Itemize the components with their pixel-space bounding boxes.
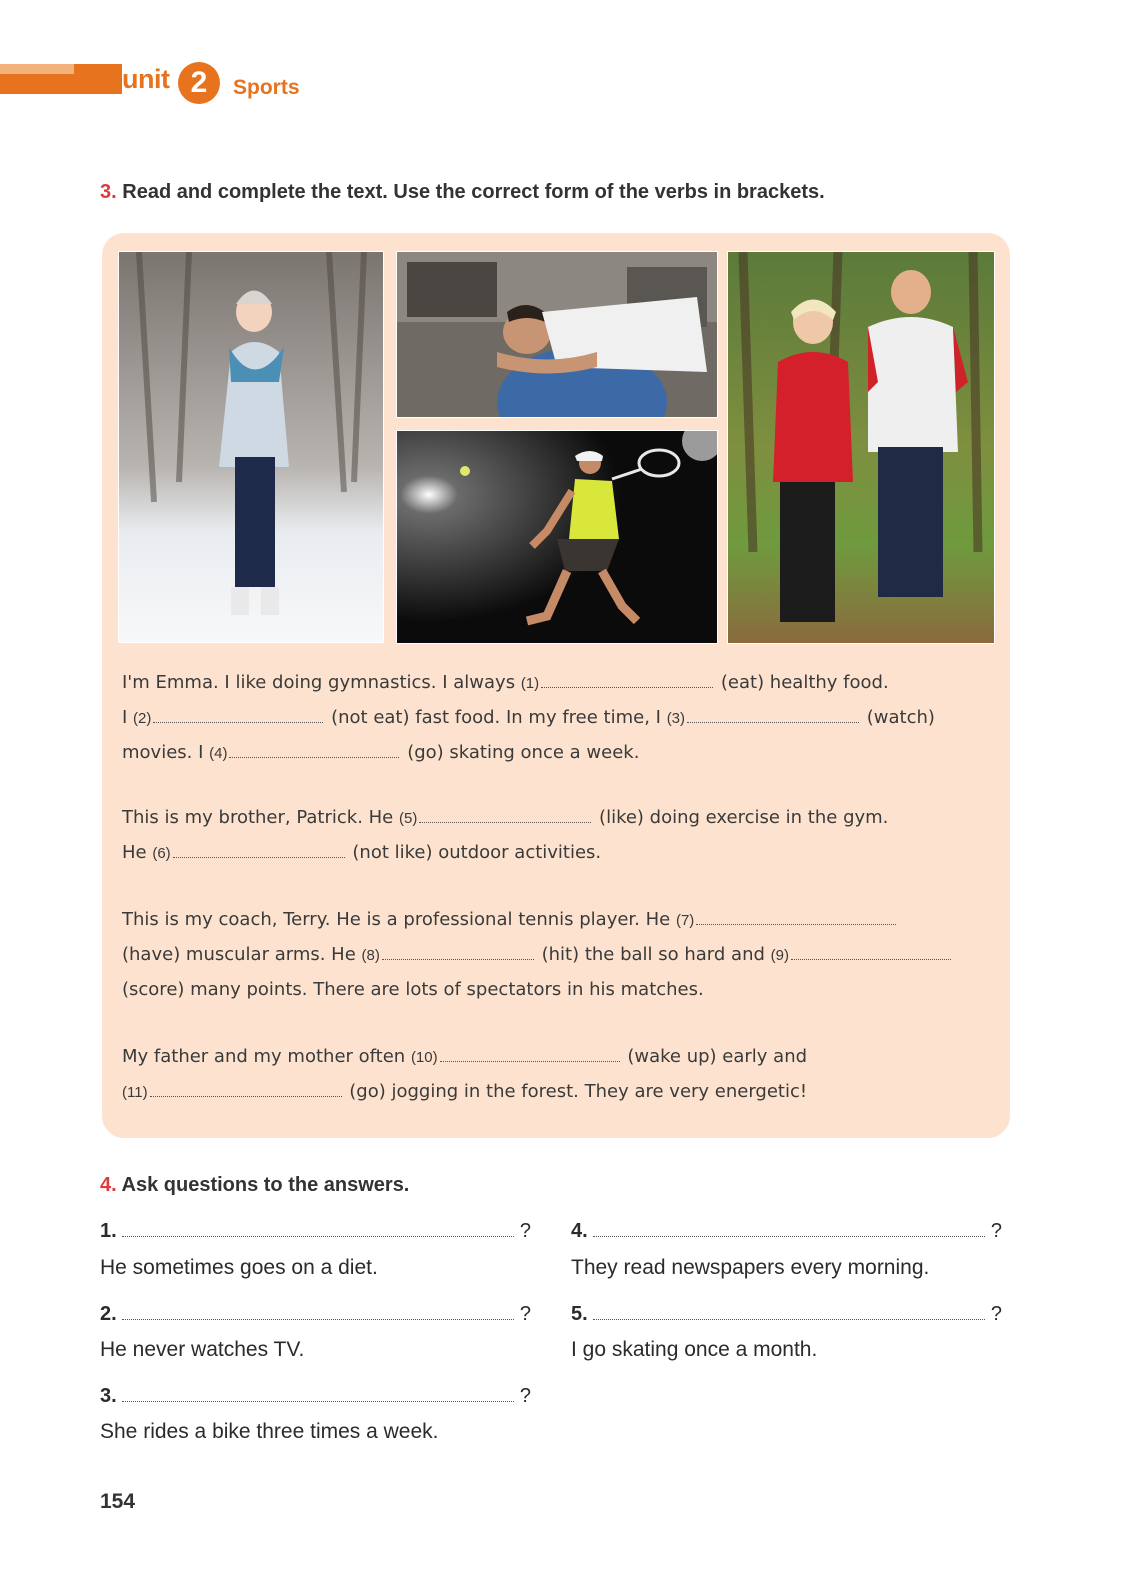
answer-3: She rides a bike three times a week. (100, 1420, 439, 1443)
story-line (122, 835, 992, 870)
header-bar-highlight (0, 64, 74, 74)
story-text: (have) muscular arms. He (122, 944, 362, 965)
story-text: My father and my mother often (122, 1046, 411, 1067)
story-text: This is my coach, Terry. He is a professional tennis player. He (122, 909, 676, 930)
blank-number: (2) (133, 710, 152, 727)
blank-number: (9) (770, 947, 789, 964)
story-text: I'm Emma. I like doing gymnastics. I always (122, 672, 521, 693)
question-5 (571, 1301, 1002, 1326)
tennis-player-photo (396, 430, 718, 644)
story-line (122, 1039, 992, 1074)
story-text: He (122, 842, 153, 863)
story-text: (score) many points. There are lots of spectators in his matches. (122, 979, 704, 1000)
story-text: I (122, 707, 134, 728)
story-line (122, 902, 992, 937)
question-blank[interactable] (122, 1301, 514, 1320)
question-number: 2. (100, 1303, 117, 1325)
question-number: 3. (100, 1385, 117, 1407)
story-text: (go) jogging in the forest. They are very energetic! (343, 1081, 808, 1102)
blank-number: (7) (675, 912, 695, 929)
story-line (122, 800, 992, 835)
blank-number: (1) (520, 675, 540, 692)
gym-man-photo (396, 251, 718, 418)
story-text: (eat) healthy food. (715, 672, 889, 693)
question-mark: ? (519, 1385, 531, 1407)
skating-woman-photo (118, 251, 384, 643)
question-2 (100, 1301, 531, 1326)
exercise-number: 4. (100, 1174, 117, 1196)
question-1 (100, 1218, 531, 1243)
story-text: (not like) outdoor activities. (346, 842, 602, 863)
story-line (122, 735, 992, 770)
exercise-3-title (100, 181, 825, 204)
answer-blank[interactable] (419, 802, 591, 823)
exercise-instruction: Ask questions to the answers. (121, 1174, 410, 1196)
question-blank[interactable] (122, 1218, 514, 1237)
answer-4: They read newspapers every morning. (571, 1256, 930, 1279)
answer-blank[interactable] (153, 702, 323, 723)
exercise-4-title (100, 1174, 409, 1197)
question-mark: ? (519, 1220, 531, 1242)
question-mark: ? (990, 1303, 1002, 1325)
story-text: This is my brother, Patrick. He (122, 807, 399, 828)
story-line (122, 665, 992, 700)
story-text: movies. I (122, 742, 210, 763)
answer-5: I go skating once a month. (571, 1338, 818, 1361)
question-blank[interactable] (122, 1383, 514, 1402)
story-text: (watch) (861, 707, 935, 728)
jogging-couple-photo (727, 251, 995, 644)
question-4 (571, 1218, 1002, 1243)
story-paragraph-1 (122, 665, 992, 770)
answer-blank[interactable] (173, 837, 345, 858)
question-3 (100, 1383, 531, 1408)
story-paragraph-4 (122, 1039, 992, 1109)
answer-2: He never watches TV. (100, 1338, 305, 1361)
story-line (122, 937, 992, 972)
unit-label: unit (122, 64, 170, 94)
question-number: 1. (100, 1220, 117, 1242)
question-blank[interactable] (593, 1301, 985, 1320)
answer-blank[interactable] (150, 1076, 342, 1097)
page-number: 154 (100, 1490, 136, 1513)
blank-number: (4) (209, 745, 228, 762)
answer-1: He sometimes goes on a diet. (100, 1256, 378, 1279)
blank-number: (10) (410, 1049, 438, 1066)
unit-title: Sports (233, 76, 300, 99)
story-line (122, 1074, 992, 1109)
story-paragraph-3 (122, 902, 992, 1007)
blank-number: (8) (361, 947, 380, 964)
exercise-instruction: Read and complete the text. Use the correct form of the verbs in brackets. (122, 181, 825, 203)
story-text: (not eat) fast food. In my free time, I (325, 707, 667, 728)
question-mark: ? (990, 1220, 1002, 1242)
answer-blank[interactable] (382, 939, 534, 960)
question-mark: ? (519, 1303, 531, 1325)
question-blank[interactable] (593, 1218, 985, 1237)
answer-blank[interactable] (696, 904, 896, 925)
question-number: 4. (571, 1220, 588, 1242)
story-line (122, 972, 992, 1007)
story-text: (wake up) early and (621, 1046, 808, 1067)
answer-blank[interactable] (229, 737, 399, 758)
story-line (122, 700, 992, 735)
blank-number: (11) (122, 1084, 148, 1101)
blank-number: (3) (666, 710, 686, 727)
story-text: (hit) the ball so hard and (535, 944, 771, 965)
story-text: (like) doing exercise in the gym. (593, 807, 889, 828)
story-paragraph-2 (122, 800, 992, 870)
blank-number: (6) (152, 845, 171, 862)
blank-number: (5) (398, 810, 418, 827)
answer-blank[interactable] (687, 702, 859, 723)
answer-blank[interactable] (791, 939, 951, 960)
answer-blank[interactable] (440, 1041, 620, 1062)
answer-blank[interactable] (541, 667, 713, 688)
unit-number-badge: 2 (178, 62, 220, 104)
exercise-number: 3. (100, 181, 117, 203)
story-text: (go) skating once a week. (401, 742, 640, 763)
question-number: 5. (571, 1303, 588, 1325)
